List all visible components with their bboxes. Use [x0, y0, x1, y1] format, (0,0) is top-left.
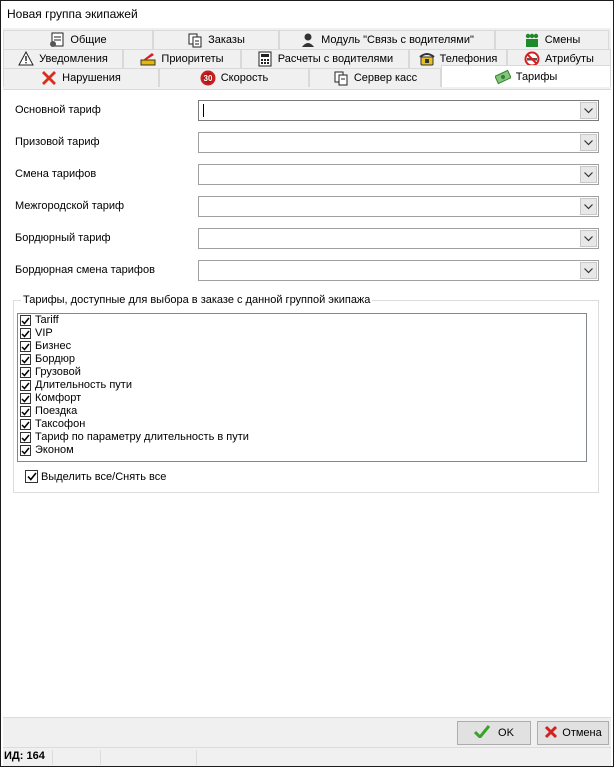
- priorities-icon: [140, 51, 156, 67]
- list-item[interactable]: [18, 379, 586, 392]
- tab-label: Атрибуты: [545, 53, 594, 65]
- tariff-label: Эконом: [35, 444, 74, 456]
- curb-tariff-label: Бордюрный тариф: [15, 232, 111, 244]
- checkbox-checked-icon[interactable]: [20, 380, 31, 391]
- curb-tariff-change-combo[interactable]: [198, 260, 599, 281]
- curb-tariff-change-label: Бордюрная смена тарифов: [15, 264, 155, 276]
- tariff-change-combo[interactable]: [198, 164, 599, 185]
- tariff-label: Длительность пути: [35, 379, 132, 391]
- close-icon: [544, 725, 558, 742]
- checkbox-checked-icon[interactable]: [20, 341, 31, 352]
- text-cursor: [203, 104, 204, 117]
- cancel-label: Отмена: [562, 727, 602, 739]
- tab-row-3: [3, 68, 611, 87]
- prize-tariff-combo[interactable]: [198, 132, 599, 153]
- list-item[interactable]: [18, 340, 586, 353]
- checkbox-checked-icon[interactable]: [20, 328, 31, 339]
- tab-general[interactable]: [3, 30, 153, 49]
- tab-label: Заказы: [208, 34, 245, 46]
- tab-label: Тарифы: [515, 70, 558, 83]
- checkbox-checked-icon[interactable]: [20, 354, 31, 365]
- chevron-down-icon[interactable]: [580, 166, 597, 183]
- tariff-label: Поездка: [35, 405, 78, 417]
- tab-label: Уведомления: [39, 53, 108, 65]
- tab-label: Нарушения: [62, 72, 121, 84]
- shifts-icon: [524, 32, 540, 48]
- tab-orders[interactable]: [153, 30, 279, 49]
- status-cell: [53, 750, 101, 765]
- checkbox-checked-icon[interactable]: [20, 419, 31, 430]
- checkbox-checked-icon[interactable]: [20, 367, 31, 378]
- tab-priorities[interactable]: [123, 49, 241, 68]
- tab-label: Скорость: [220, 72, 269, 84]
- button-bar: [3, 717, 611, 747]
- checkmark-icon: [474, 725, 490, 741]
- warning-icon: [18, 51, 34, 67]
- general-settings-icon: [49, 32, 65, 48]
- chevron-down-icon[interactable]: [580, 134, 597, 151]
- curb-tariff-combo[interactable]: [198, 228, 599, 249]
- select-all-label: Выделить все/Снять все: [41, 470, 167, 483]
- main-tariff-combo[interactable]: [198, 100, 599, 121]
- tab-label: Приоритеты: [161, 53, 224, 65]
- record-id: ИД: 164: [3, 750, 53, 765]
- list-item[interactable]: [18, 418, 586, 431]
- list-item[interactable]: [18, 444, 586, 457]
- tab-label: Смены: [544, 34, 581, 46]
- tariff-label: Tariff: [35, 314, 59, 326]
- calculator-icon: [257, 51, 273, 67]
- title-bar: [1, 1, 613, 27]
- tariff-label: Таксофон: [35, 418, 86, 430]
- checkbox-checked-icon[interactable]: [25, 470, 38, 483]
- intercity-tariff-combo[interactable]: [198, 196, 599, 217]
- intercity-tariff-label: Межгородской тариф: [15, 200, 125, 212]
- checkbox-checked-icon[interactable]: [20, 406, 31, 417]
- tab-tariffs[interactable]: [441, 65, 611, 87]
- chevron-down-icon[interactable]: [580, 198, 597, 215]
- speed-limit-icon: [200, 70, 216, 86]
- tab-label: Сервер касс: [353, 72, 418, 84]
- orders-icon: [187, 32, 203, 48]
- ok-label: OK: [498, 727, 514, 739]
- phone-icon: [419, 51, 435, 67]
- cash-server-icon: [333, 70, 349, 86]
- tab-row-1: [3, 30, 609, 49]
- select-all-checkbox[interactable]: [25, 470, 166, 483]
- tariff-label: VIP: [35, 327, 53, 339]
- status-cell: [101, 750, 197, 765]
- chevron-down-icon[interactable]: [580, 262, 597, 279]
- ok-button[interactable]: [457, 721, 531, 745]
- tab-label: Расчеты с водителями: [277, 53, 394, 65]
- main-tariff-label: Основной тариф: [15, 104, 101, 116]
- tariff-label: Грузовой: [35, 366, 81, 378]
- status-bar: [3, 747, 611, 766]
- tab-strip: [3, 28, 611, 89]
- tab-label: Модуль "Связь с водителями": [321, 34, 474, 46]
- tab-notifications[interactable]: [3, 49, 123, 68]
- list-item[interactable]: [18, 392, 586, 405]
- tab-label: Телефония: [439, 53, 498, 65]
- violation-icon: [41, 70, 57, 86]
- tariffs-panel: [3, 89, 611, 717]
- tab-speed[interactable]: [159, 68, 309, 87]
- tariff-label: Тариф по параметру длительность в пути: [35, 431, 249, 443]
- tariff-checklist[interactable]: [17, 313, 587, 462]
- window-title: Новая группа экипажей: [7, 7, 138, 21]
- chevron-down-icon[interactable]: [580, 230, 597, 247]
- tariff-label: Бордюр: [35, 353, 75, 365]
- list-item[interactable]: [18, 431, 586, 444]
- tariff-label: Бизнес: [35, 340, 72, 352]
- checkbox-checked-icon[interactable]: [20, 445, 31, 456]
- prize-tariff-label: Призовой тариф: [15, 136, 100, 148]
- tariff-label: Комфорт: [35, 392, 82, 404]
- list-item[interactable]: [18, 405, 586, 418]
- checkbox-checked-icon[interactable]: [20, 393, 31, 404]
- driver-module-icon: [300, 32, 316, 48]
- tab-shifts[interactable]: [495, 30, 609, 49]
- list-item[interactable]: [18, 327, 586, 340]
- tab-driver-payments[interactable]: [241, 49, 409, 68]
- list-item[interactable]: [18, 353, 586, 366]
- group-title: Тарифы, доступные для выбора в заказе с данной группой экипажа: [23, 294, 371, 306]
- chevron-down-icon[interactable]: [580, 102, 597, 119]
- tab-violations[interactable]: [3, 68, 159, 87]
- tariff-money-icon: [495, 69, 511, 85]
- tab-driver-module[interactable]: [279, 30, 495, 49]
- checkbox-checked-icon[interactable]: [20, 432, 31, 443]
- tab-cash-server[interactable]: [309, 68, 441, 87]
- list-item[interactable]: [18, 314, 586, 327]
- checkbox-checked-icon[interactable]: [20, 315, 31, 326]
- list-item[interactable]: [18, 366, 586, 379]
- tab-label: Общие: [70, 34, 107, 46]
- speed-limit-value: 30: [203, 74, 213, 83]
- tariff-change-label: Смена тарифов: [15, 168, 97, 180]
- cancel-button[interactable]: [537, 721, 609, 745]
